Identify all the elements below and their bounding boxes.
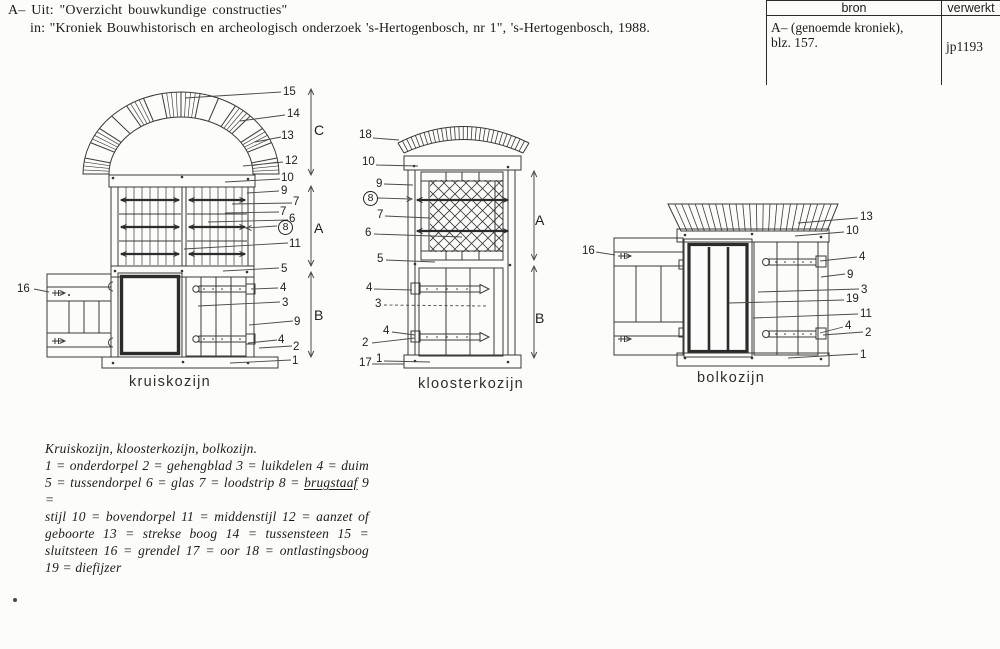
fig2-label-10: 10 <box>362 156 375 168</box>
fig1-label-8-circled: 8 <box>278 220 293 235</box>
fig1-section-c: C <box>314 122 325 138</box>
fig1-label-12: 12 <box>285 155 298 167</box>
fig1-label-14: 14 <box>287 108 300 120</box>
fig3-label-10: 10 <box>846 225 859 237</box>
fig3-label-16: 16 <box>582 245 595 257</box>
fig3-label-4a: 4 <box>859 251 866 263</box>
legend-title: Kruiskozijn, kloosterkozijn, bolkozijn. <box>45 441 258 456</box>
kruiskozijn-drawing <box>47 92 279 368</box>
fig2-label-5: 5 <box>377 253 384 265</box>
fig1-label-16: 16 <box>17 283 30 295</box>
fig2-label-4b: 4 <box>383 325 390 337</box>
fig1-label-4a: 4 <box>280 282 287 294</box>
fig3-caption: bolkozijn <box>696 370 766 386</box>
verwerkt-cell: jp1193 <box>946 39 983 54</box>
fig2-label-9: 9 <box>376 178 383 190</box>
fig3-label-13: 13 <box>860 211 873 223</box>
fig2-section-a: A <box>535 212 545 228</box>
fig1-section-b: B <box>314 307 324 323</box>
fig3-label-1: 1 <box>860 349 867 361</box>
legend-line: sluitsteen 16 = grendel 17 = oor 18 = ontlastingsboog <box>45 543 369 558</box>
citation-line-1: A– Uit: "Overzicht bouwkundige constructies" <box>8 3 288 18</box>
fig3-label-3: 3 <box>861 284 868 296</box>
kloosterkozijn-drawing <box>344 127 588 369</box>
fig1-label-13: 13 <box>281 130 294 142</box>
fig1-label-9a: 9 <box>281 185 288 197</box>
legend-line: 1 = onderdorpel 2 = gehengblad 3 = luikdelen 4 = duim <box>45 458 369 473</box>
bolkozijn-drawing <box>614 204 838 366</box>
legend-line: 19 = diefijzer <box>45 560 122 575</box>
fig3-label-9: 9 <box>847 269 854 281</box>
legend-line-3-post: 9 = <box>45 475 370 507</box>
fig1-label-6: 6 <box>289 213 296 225</box>
fig1-label-5: 5 <box>281 263 288 275</box>
fig2-section-b: B <box>535 310 545 326</box>
fig2-label-17: 17 <box>359 357 372 369</box>
column-header-verwerkt: verwerkt <box>947 1 995 15</box>
legend-line: stijl 10 = bovendorpel 11 = middenstijl 12 = aanzet of <box>45 509 369 524</box>
fig2-label-6: 6 <box>365 227 372 239</box>
scan-speck <box>13 598 17 602</box>
fig3-label-19: 19 <box>846 293 859 305</box>
fig2-label-8-circled: 8 <box>363 191 378 206</box>
legend-line-3-pre: 5 = tussendorpel 6 = glas 7 = loodstrip 8 = <box>45 475 305 490</box>
fig1-label-9b: 9 <box>294 316 301 328</box>
fig2-label-1: 1 <box>376 353 383 365</box>
fig3-label-11: 11 <box>860 308 872 320</box>
fig1-caption: kruiskozijn <box>129 374 211 390</box>
fig3-label-4b: 4 <box>845 320 852 332</box>
fig2-label-4a: 4 <box>366 282 373 294</box>
fig1-label-15: 15 <box>283 86 296 98</box>
legend-underlined-term: brugstaaf <box>304 475 358 490</box>
fig2-label-7: 7 <box>377 209 384 221</box>
fig1-label-2: 2 <box>293 341 300 353</box>
figure-legend <box>45 440 369 576</box>
fig3-label-2: 2 <box>865 327 872 339</box>
fig2-label-2: 2 <box>362 337 369 349</box>
fig2-label-3: 3 <box>375 298 382 310</box>
fig1-label-3: 3 <box>282 297 289 309</box>
fig1-label-7a: 7 <box>293 196 300 208</box>
column-header-bron: bron <box>841 1 867 15</box>
fig1-label-11: 11 <box>289 238 301 250</box>
fig2-label-18: 18 <box>359 129 372 141</box>
legend-line <box>45 474 369 508</box>
fig1-section-a: A <box>314 220 324 236</box>
fig1-label-1: 1 <box>292 355 299 367</box>
fig1-label-4b: 4 <box>278 334 285 346</box>
bron-value-line-2: blz. 157. <box>771 35 818 50</box>
fig2-caption: kloosterkozijn <box>417 376 525 392</box>
fig1-label-10: 10 <box>281 172 294 184</box>
legend-line: geboorte 13 = strekse boog 14 = tussensteen 15 = <box>45 526 369 541</box>
fig1-label-7b: 7 <box>280 206 287 218</box>
bron-value-line-1: A– (genoemde kroniek), <box>771 20 904 35</box>
citation-line-2: in: "Kroniek Bouwhistorisch en archeologisch onderzoek 's-Hertogenbosch, nr 1", 's-Hertogenbosch, 1988. <box>30 21 650 36</box>
